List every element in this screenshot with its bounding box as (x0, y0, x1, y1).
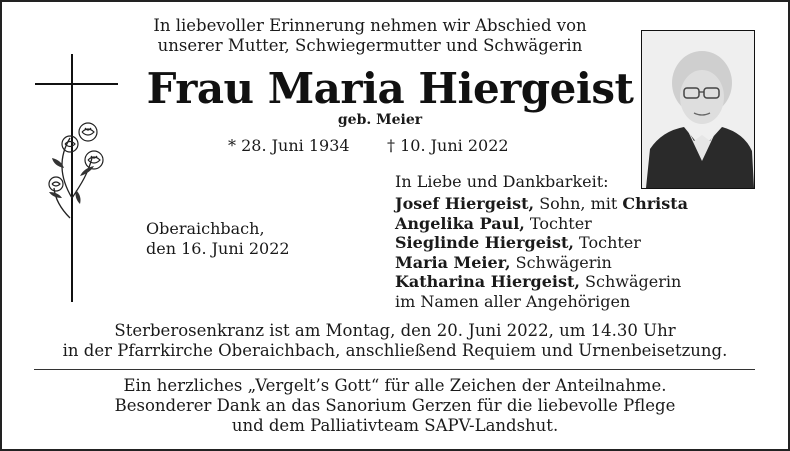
mourner-name-2: Christa (622, 194, 689, 213)
thanks-heading: In Liebe und Dankbarkeit: (395, 172, 609, 191)
mourner-relation: Schwägerin (510, 252, 612, 272)
divider (34, 369, 755, 370)
mourner-relation: Tochter (573, 233, 641, 252)
deceased-name: Frau Maria Hiergeist (146, 64, 634, 113)
mourner-relation: Sohn, mit (534, 194, 623, 213)
intro-line-2: unserer Mutter, Schwiegermutter und Schwägerin (157, 36, 583, 55)
closing-line-1: Ein herzliches „Vergelt’s Gott“ für alle Zeichen der Anteilnahme. (123, 376, 667, 395)
place: Oberaichbach, (146, 219, 265, 238)
mourner-name: Sieglinde Hiergeist, (395, 233, 574, 252)
death-date: † 10. Juni 2022 (387, 136, 509, 155)
mourner-line (395, 214, 592, 234)
mourner-name: Katharina Hiergeist, (395, 272, 580, 291)
mourner-line (395, 233, 641, 253)
closing-line-3: und dem Palliativteam SAPV-Landshut. (231, 416, 559, 435)
mourner-relation: Schwägerin (579, 272, 682, 291)
mourner-name: Angelika Paul, (395, 213, 525, 233)
mourner-line (395, 194, 688, 214)
portrait-photo (641, 30, 755, 189)
birth-date: * 28. Juni 1934 (228, 136, 350, 155)
thanks-footer: im Namen aller Angehörigen (395, 291, 631, 311)
mourner-line (395, 272, 681, 292)
service-line-2: in der Pfarrkirche Oberaichbach, anschließend Requiem und Urnenbeisetzung. (62, 341, 728, 360)
place-date: den 16. Juni 2022 (146, 239, 290, 258)
closing-line-2: Besonderer Dank an das Sanorium Gerzen für die liebevolle Pflege (114, 396, 676, 415)
maiden-name: geb. Meier (337, 112, 423, 128)
mourner-name: Josef Hiergeist, (395, 194, 535, 213)
intro-line-1: In liebevoller Erinnerung nehmen wir Abschied von (153, 16, 587, 35)
mourner-name: Maria Meier, (395, 252, 511, 272)
mourner-line (395, 253, 612, 273)
mourner-relation: Tochter (524, 213, 592, 233)
service-line-1: Sterberosenkranz ist am Montag, den 20. Juni 2022, um 14.30 Uhr (114, 321, 676, 340)
